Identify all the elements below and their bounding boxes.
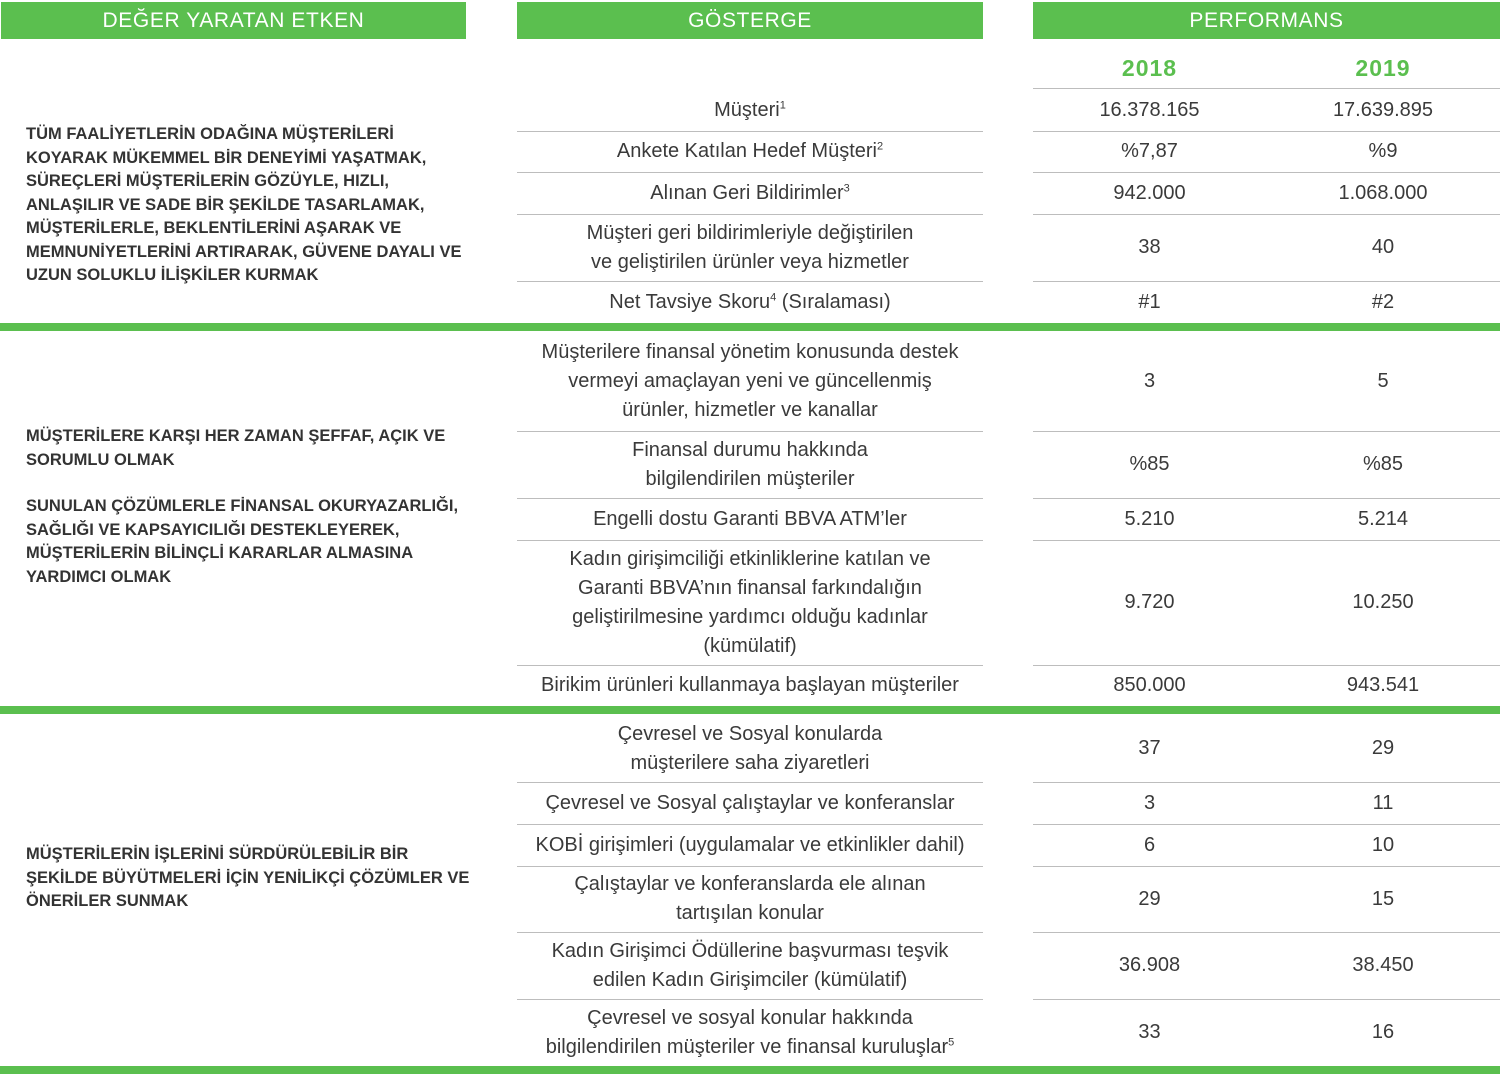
indicator-cell xyxy=(517,214,983,281)
table-row xyxy=(0,214,1500,281)
value-2018: 16.378.165 xyxy=(1099,98,1200,121)
footnote-marker: 3 xyxy=(843,181,850,194)
table-row xyxy=(0,331,1500,431)
indicator-label: Çevresel ve Sosyal çalıştaylar ve konferanslar xyxy=(545,791,955,814)
value-2019: 5.214 xyxy=(1357,507,1409,530)
footnote-marker: 5 xyxy=(948,1035,955,1048)
table-row xyxy=(0,498,1500,540)
indicator-label: Ankete Katılan Hedef Müşteri$^2$ xyxy=(616,140,884,162)
value-driver-text: TÜM FAALİYETLERİN ODAĞINA MÜŞTERİLERİ KOYARAK MÜKEMMEL BİR DENEYİMİ YAŞATMAK, SÜREÇLERİ MÜŞTERİLERİN GÖZÜYLE, HIZLI, ANLAŞILIR VE SADE BİR ŞEKİLDE TASARLAMAK, MÜŞTERİLERLE, BEKLENTİLERİNİ AŞARAK VE MEMNUNİYETLERİNİ ARTIRARAK, GÜVENE DAYALI VE UZUN SOLUKLU İLİŞKİLER KURMAK xyxy=(26,125,462,284)
table-row xyxy=(0,782,1500,824)
indicator-cell xyxy=(517,866,983,932)
value-2018: 38 xyxy=(1138,236,1161,258)
value-2019: 15 xyxy=(1371,887,1395,910)
value-2019: 40 xyxy=(1371,236,1395,258)
table-row xyxy=(0,281,1500,323)
table-row xyxy=(0,665,1500,706)
indicator-cell xyxy=(517,331,983,431)
footnote-marker: 4 xyxy=(770,290,777,303)
indicator-label: Kadın Girişimci Ödüllerine başvurması teşvik edilen Kadın Girişimciler (kümülatif) xyxy=(551,939,949,991)
value-2018: 37 xyxy=(1138,737,1161,759)
value-2018: 5.210 xyxy=(1124,507,1175,530)
indicator-label: Alınan Geri Bildirimler$^3$ xyxy=(650,181,850,204)
value-driver-text: MÜŞTERİLERE KARŞI HER ZAMAN ŞEFFAF, AÇIK VE SORUMLU OLMAK xyxy=(26,427,446,469)
value-2019: 10.250 xyxy=(1352,591,1414,613)
indicator-cell xyxy=(517,715,983,782)
indicator-label: Çevresel ve Sosyal konularda müşterilere saha ziyaretleri xyxy=(617,722,883,774)
indicator-cell xyxy=(517,431,983,498)
table-row xyxy=(0,715,1500,782)
indicator-label: Müşteri$^1$ xyxy=(714,98,786,121)
value-2018: 942.000 xyxy=(1113,181,1186,204)
indicator-label: Kadın girişimciliği etkinliklerine katılan ve Garanti BBVA’nın finansal farkındalığın geliştirilmesine yardımcı olduğu kadınlar (kümülatif) xyxy=(569,547,931,657)
indicator-cell xyxy=(517,498,983,540)
value-2018: %85 xyxy=(1129,453,1170,475)
indicator-label: KOBİ girişimleri (uygulamalar ve etkinlikler dahil) xyxy=(535,833,965,856)
value-2019: 29 xyxy=(1371,737,1395,759)
value-2019: 17.639.895 xyxy=(1332,98,1434,121)
table-row xyxy=(0,866,1500,932)
indicator-cell xyxy=(517,172,983,214)
indicator-label: Net Tavsiye Skoru$^4$ (Sıralaması) xyxy=(609,290,891,313)
indicator-cell xyxy=(517,782,983,824)
footnote-marker: 2 xyxy=(877,140,884,153)
value-driver-text: SUNULAN ÇÖZÜMLERLE FİNANSAL OKURYAZARLIĞI, SAĞLIĞI VE KAPSAYICILIĞI DESTEKLEYEREK, MÜŞTERİLERİN BİLİNÇLİ KARARLAR ALMASINA YARDIMCI OLMAK xyxy=(26,497,459,586)
indicator-label: Birikim ürünleri kullanmaya başlayan müşteriler xyxy=(541,674,959,696)
section-separator xyxy=(0,323,1500,331)
table-row xyxy=(0,431,1500,498)
indicator-cell xyxy=(517,540,983,665)
table-row xyxy=(0,999,1500,1066)
header-driver: DEĞER YARATAN ETKEN xyxy=(1,2,466,39)
table-row xyxy=(0,89,1500,131)
year-2019: 2019 xyxy=(1355,54,1411,81)
table-row xyxy=(0,131,1500,172)
footnote-marker: 1 xyxy=(779,98,786,111)
year-2018: 2018 xyxy=(1121,54,1178,81)
indicator-cell xyxy=(517,281,983,323)
value-2019: #2 xyxy=(1371,290,1395,313)
indicator-label: Müşterilere finansal yönetim konusunda destek vermeyi amaçlayan yeni ve güncellenmiş ürünler, hizmetler ve kanallar xyxy=(541,340,959,421)
indicator-cell xyxy=(517,131,983,172)
value-2018: 3 xyxy=(1143,369,1156,392)
indicator-label: Müşteri geri bildirimleriyle değiştirilen ve geliştirilen ürünler veya hizmetler xyxy=(586,221,914,273)
value-2018: 850.000 xyxy=(1113,674,1186,696)
value-2018: 29 xyxy=(1138,887,1161,910)
value-2019: 5 xyxy=(1377,369,1389,392)
value-driver-text: MÜŞTERİLERİN İŞLERİNİ SÜRDÜRÜLEBİLİR BİR ŞEKİLDE BÜYÜTMELERİ İÇİN YENİLİKÇİ ÇÖZÜMLER VE ÖNERİLER SUNMAK xyxy=(26,845,470,910)
header-indicator: GÖSTERGE xyxy=(517,2,983,39)
value-2018: #1 xyxy=(1138,290,1161,313)
section-separator xyxy=(0,706,1500,714)
indicator-label: Çevresel ve sosyal konular hakkında bilgilendirilen müşteriler ve finansal kuruluşlar$^5$ xyxy=(545,1006,955,1058)
indicator-label: Finansal durumu hakkında bilgilendirilen müşteriler xyxy=(632,438,868,490)
value-2018: 36.908 xyxy=(1118,954,1181,976)
indicator-cell xyxy=(517,665,983,706)
value-2018: 3 xyxy=(1143,791,1156,814)
indicator-label: Engelli dostu Garanti BBVA ATM’ler xyxy=(593,507,907,530)
value-2018: 6 xyxy=(1143,833,1156,856)
indicator-cell xyxy=(517,89,983,131)
value-2019: 16 xyxy=(1371,1021,1395,1043)
value-2019: 1.068.000 xyxy=(1338,181,1428,204)
section-separator xyxy=(0,1066,1500,1074)
table-row xyxy=(0,824,1500,866)
indicator-cell xyxy=(517,824,983,866)
value-2019: 11 xyxy=(1372,791,1394,814)
indicator-cell xyxy=(517,932,983,999)
value-2018: %7,87 xyxy=(1121,140,1178,162)
value-2019: %85 xyxy=(1362,453,1404,475)
header-performance: PERFORMANS xyxy=(1033,2,1500,39)
value-2019: 38.450 xyxy=(1352,954,1414,976)
table-row xyxy=(0,540,1500,665)
value-2019: %9 xyxy=(1368,140,1398,162)
value-2019: 943.541 xyxy=(1346,674,1420,696)
value-2018: 33 xyxy=(1138,1021,1161,1043)
indicator-label: Çalıştaylar ve konferanslarda ele alınan tartışılan konular xyxy=(574,873,926,924)
value-2018: 9.720 xyxy=(1124,591,1175,613)
table-row xyxy=(0,172,1500,214)
indicator-cell xyxy=(517,999,983,1066)
table-row xyxy=(0,932,1500,999)
value-2019: 10 xyxy=(1371,833,1395,856)
